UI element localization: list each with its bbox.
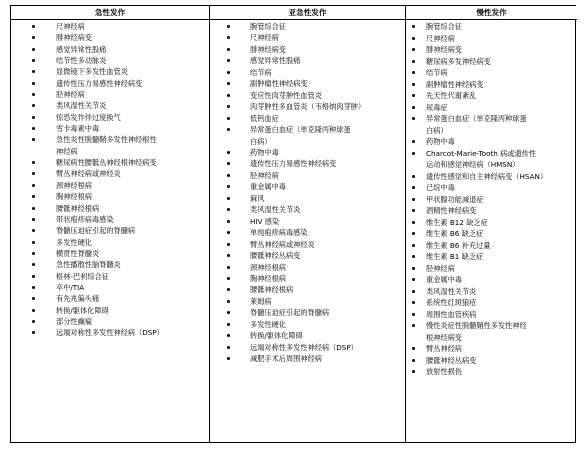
list-item: 酒精性神经病变	[406, 205, 577, 217]
list-item: 颈神经根病	[210, 262, 405, 273]
differential-diagnosis-table	[10, 5, 576, 443]
list-item: 遗传性压力易感性神经病变	[11, 78, 209, 89]
list-item: 维生素 B6 缺乏症	[406, 228, 577, 240]
list-item: 糖尿病多发神经病变	[406, 56, 577, 68]
list-item: 先天性代谢紊乱	[406, 90, 577, 102]
column-header-subacute: 亚急性发作	[210, 6, 405, 20]
list-subacute	[210, 20, 405, 365]
list-item: 遗传性压力易感性神经病变	[210, 158, 405, 169]
list-item: 颈神经根病	[11, 180, 209, 191]
list-item: 肉芽肿性多血管炎（韦格纳肉芽肿）	[210, 101, 405, 112]
list-item: 腰骶神经丛病变	[406, 355, 577, 367]
list-item: 已烷中毒	[406, 182, 577, 194]
list-item: 带状疱疹病毒感染	[11, 214, 209, 225]
list-item: 周围性血管疾病	[406, 309, 577, 321]
list-item: 尺神经病	[406, 33, 577, 45]
list-item: Charcot-Marie-Tooth 病或遗传性 运动和感觉神经病（HMSN）	[406, 148, 577, 171]
list-item: 腰骶神经丛病变	[210, 250, 405, 261]
list-item: 有先兆偏头痛	[11, 293, 209, 304]
list-item: 腓神经病变	[11, 32, 209, 43]
column-header-acute: 急性发作	[11, 6, 209, 20]
list-item: 结节性多动脉炎	[11, 55, 209, 66]
list-item: 卒中/TIA	[11, 282, 209, 293]
column-chronic	[406, 6, 577, 442]
list-item: 胫神经病	[210, 170, 405, 181]
list-item: 臂丛神经病	[406, 343, 577, 355]
list-item: 糖尿病性腰骶丛神经根神经病变	[11, 157, 209, 168]
list-item: 低钙血症	[210, 113, 405, 124]
list-item: 转换/躯体化障碍	[11, 305, 209, 316]
list-item: 维生素 B12 缺乏症	[406, 217, 577, 229]
list-item: 惊恐发作伴过度换气	[11, 112, 209, 123]
list-item: 副肿瘤性神经病变	[406, 79, 577, 91]
list-item: 尺神经病	[210, 32, 405, 43]
list-item: 远端对称性多发性神经病（DSP）	[210, 342, 405, 353]
column-subacute	[210, 6, 406, 442]
list-item: 脊髓压迫症引起的脊髓病	[11, 225, 209, 236]
list-item: 药物中毒	[210, 147, 405, 158]
list-item: 格林-巴利综合征	[11, 271, 209, 282]
list-item: 转换/躯体化障碍	[210, 330, 405, 341]
list-item: 维生素 B1 缺乏症	[406, 251, 577, 263]
list-item: 尿毒症	[406, 102, 577, 114]
list-item: 感觉异常性股痛	[11, 44, 209, 55]
list-item: 腰骶神经根病	[11, 203, 209, 214]
list-item: 腓神经病变	[210, 44, 405, 55]
list-item: 异常蛋白血症（单克隆丙种球蛋 白病）	[210, 124, 405, 147]
list-item: 慢性炎症性脱髓鞘性多发性神经 根神经病变	[406, 320, 577, 343]
list-item: 腕管综合征	[406, 21, 577, 33]
list-item: 急性播散性脑脊髓炎	[11, 259, 209, 270]
column-acute	[11, 6, 210, 442]
list-item: 急性炎性脱髓鞘多发性神经根性 神经病	[11, 134, 209, 157]
column-header-chronic: 慢性发作	[406, 6, 577, 20]
list-item: 变应性肉芽肿性血管炎	[210, 90, 405, 101]
list-item: 重金属中毒	[210, 181, 405, 192]
list-item: 腓神经病变	[406, 44, 577, 56]
list-item: 远端对称性多发性神经病（DSP）	[11, 327, 209, 338]
list-item: HIV 感染	[210, 216, 405, 227]
list-item: 类风湿性关节炎	[11, 100, 209, 111]
list-item: 部分性癫痫	[11, 316, 209, 327]
list-item: 遗传性感觉和自主神经病变（HSAN）	[406, 171, 577, 183]
list-item: 显微镜下多发性血管炎	[11, 66, 209, 77]
list-item: 胸神经根病	[11, 191, 209, 202]
list-item: 腰骶神经根病	[210, 284, 405, 295]
list-item: 类风湿性关节炎	[210, 204, 405, 215]
list-item: 脊髓压迫症引起的脊髓病	[210, 307, 405, 318]
list-item: 臂丛神经病或神经炎	[11, 168, 209, 179]
list-acute	[11, 20, 209, 339]
list-item: 胫神经病	[406, 263, 577, 275]
list-item: 结节病	[210, 67, 405, 78]
list-item: 胫神经病	[11, 89, 209, 100]
list-item: 药物中毒	[406, 136, 577, 148]
list-item: 单纯疱疹病毒感染	[210, 227, 405, 238]
list-item: 减肥手术后周围神经病	[210, 353, 405, 364]
list-item: 横贯性脊髓炎	[11, 248, 209, 259]
list-item: 类风湿性关节炎	[406, 286, 577, 298]
list-item: 尺神经病	[11, 21, 209, 32]
list-item: 多发性硬化	[210, 319, 405, 330]
list-item: 副肿瘤性神经病变	[210, 78, 405, 89]
list-item: 多发性硬化	[11, 237, 209, 248]
list-item: 维生素 B6 补充过量	[406, 240, 577, 252]
list-item: 麻风	[210, 193, 405, 204]
list-item: 结节病	[406, 67, 577, 79]
list-item: 放射性损伤	[406, 366, 577, 378]
list-item: 甲状腺功能减退症	[406, 194, 577, 206]
list-item: 系统性红斑狼疮	[406, 297, 577, 309]
list-item: 胸神经根病	[210, 273, 405, 284]
list-item: 感觉异常性股痛	[210, 55, 405, 66]
list-item: 莱姆病	[210, 296, 405, 307]
list-chronic	[406, 20, 577, 378]
list-item: 异常蛋白血症（单克隆丙种球蛋 白病）	[406, 113, 577, 136]
list-item: 臂丛神经病或神经炎	[210, 239, 405, 250]
list-item: 雪卡毒素中毒	[11, 123, 209, 134]
list-item: 重金属中毒	[406, 274, 577, 286]
list-item: 腕管综合征	[210, 21, 405, 32]
